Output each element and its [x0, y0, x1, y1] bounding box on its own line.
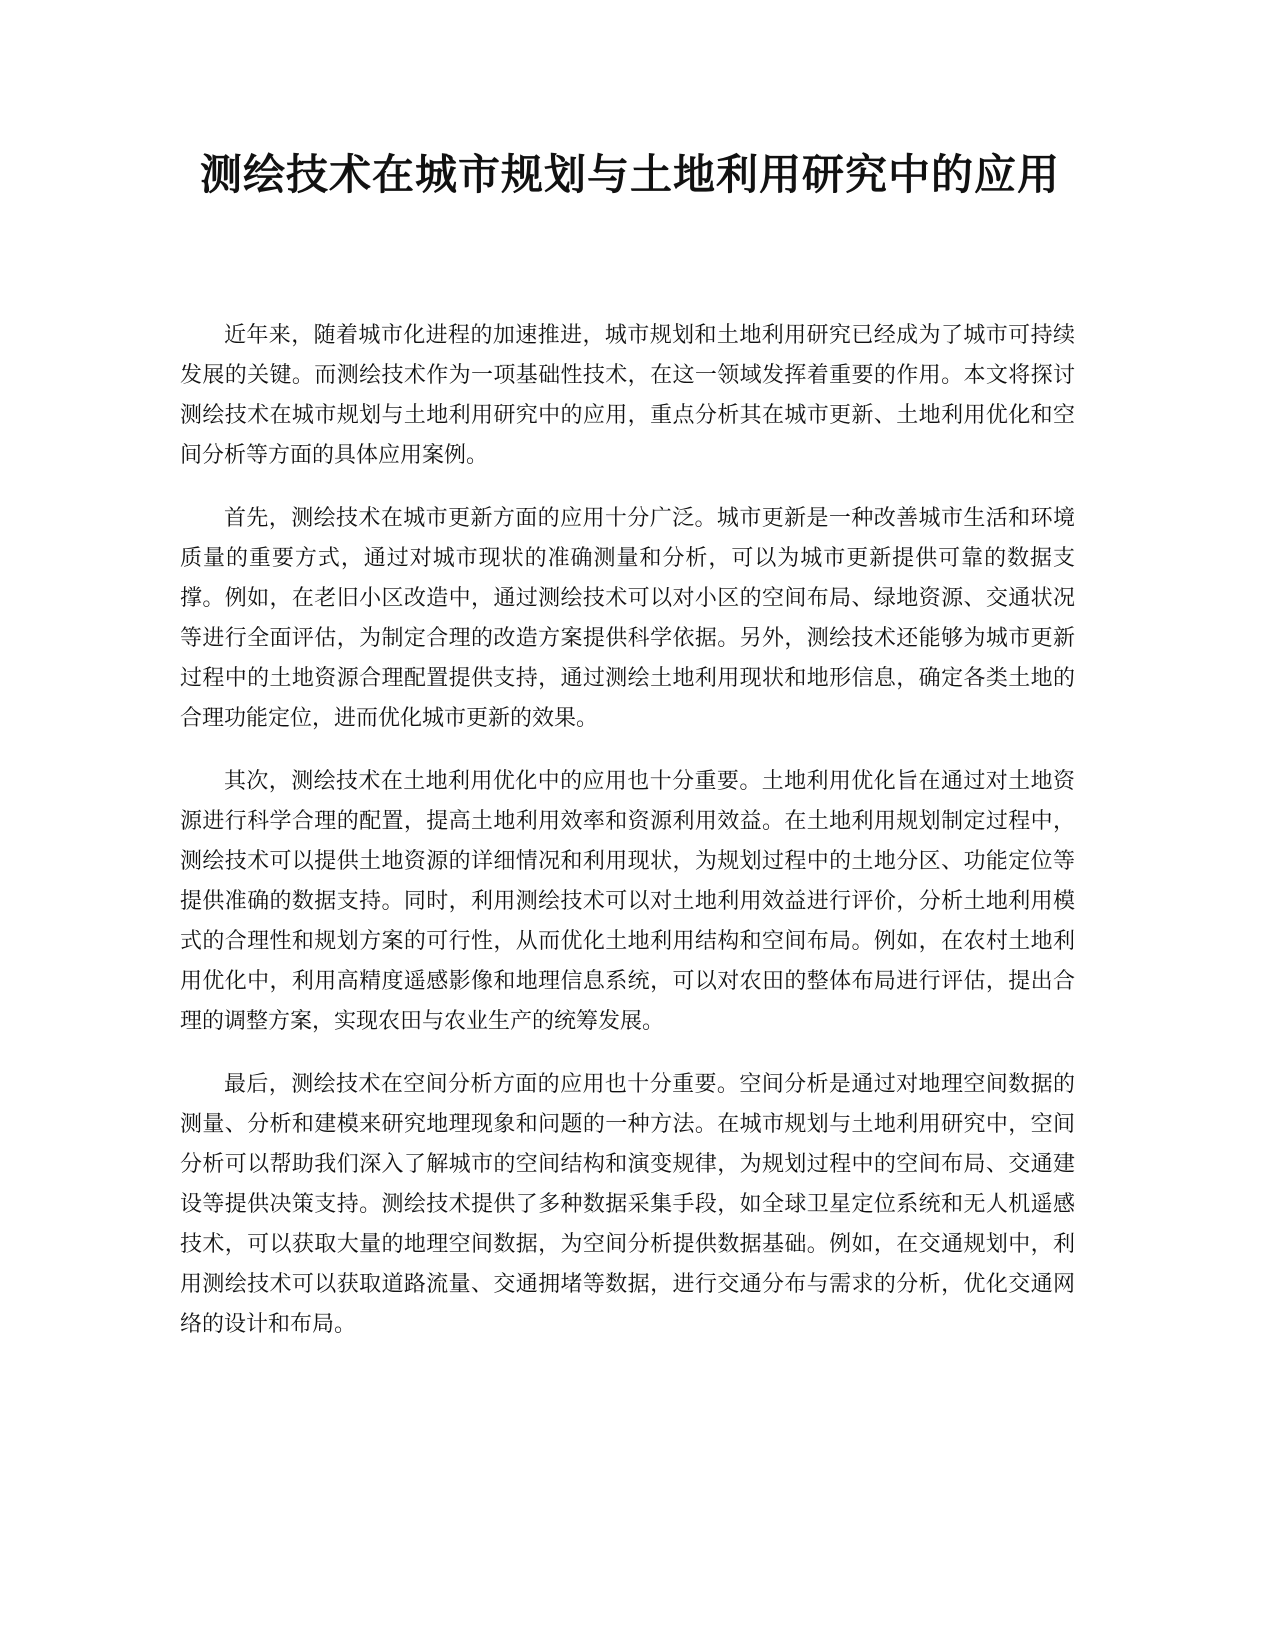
- paragraph-spatial-analysis: 最后，测绘技术在空间分析方面的应用也十分重要。空间分析是通过对地理空间数据的测量、分析和建模来研究地理现象和问题的一种方法。在城市规划与土地利用研究中，空间分析可以帮助我们深入了解城市的空间结构和演变规律，为规划过程中的空间布局、交通建设等提供决策支持。测绘技术提供了多种数据采集手段，如全球卫星定位系统和无人机遥感技术，可以获取大量的地理空间数据，为空间分析提供数据基础。例如，在交通规划中，利用测绘技术可以获取道路流量、交通拥堵等数据，进行交通分布与需求的分析，优化交通网络的设计和布局。: [180, 1072, 1075, 1337]
- document-title: 测绘技术在城市规划与土地利用研究中的应用: [199, 150, 1060, 199]
- paragraph-urban-renewal: 首先，测绘技术在城市更新方面的应用十分广泛。城市更新是一种改善城市生活和环境质量的重要方式，通过对城市现状的准确测量和分析，可以为城市更新提供可靠的数据支撑。例如，在老旧小区改造中，通过测绘技术可以对小区的空间布局、绿地资源、交通状况等进行全面评估，为制定合理的改造方案提供科学依据。另外，测绘技术还能够为城市更新过程中的土地资源合理配置提供支持，通过测绘土地利用现状和地形信息，确定各类土地的合理功能定位，进而优化城市更新的效果。: [180, 506, 1075, 731]
- paragraph-land-use-optimization: 其次，测绘技术在土地利用优化中的应用也十分重要。土地利用优化旨在通过对土地资源进行科学合理的配置，提高土地利用效率和资源利用效益。在土地利用规划制定过程中，测绘技术可以提供土地资源的详细情况和利用现状，为规划过程中的土地分区、功能定位等提供准确的数据支持。同时，利用测绘技术可以对土地利用效益进行评价，分析土地利用模式的合理性和规划方案的可行性，从而优化土地利用结构和空间布局。例如，在农村土地利用优化中，利用高精度遥感影像和地理信息系统，可以对农田的整体布局进行评估，提出合理的调整方案，实现农田与农业生产的统筹发展。: [180, 769, 1075, 1034]
- document-body: [180, 316, 1075, 1368]
- paragraph-intro: 近年来，随着城市化进程的加速推进，城市规划和土地利用研究已经成为了城市可持续发展的关键。而测绘技术作为一项基础性技术，在这一领域发挥着重要的作用。本文将探讨测绘技术在城市规划与土地利用研究中的应用，重点分析其在城市更新、土地利用优化和空间分析等方面的具体应用案例。: [180, 323, 1075, 468]
